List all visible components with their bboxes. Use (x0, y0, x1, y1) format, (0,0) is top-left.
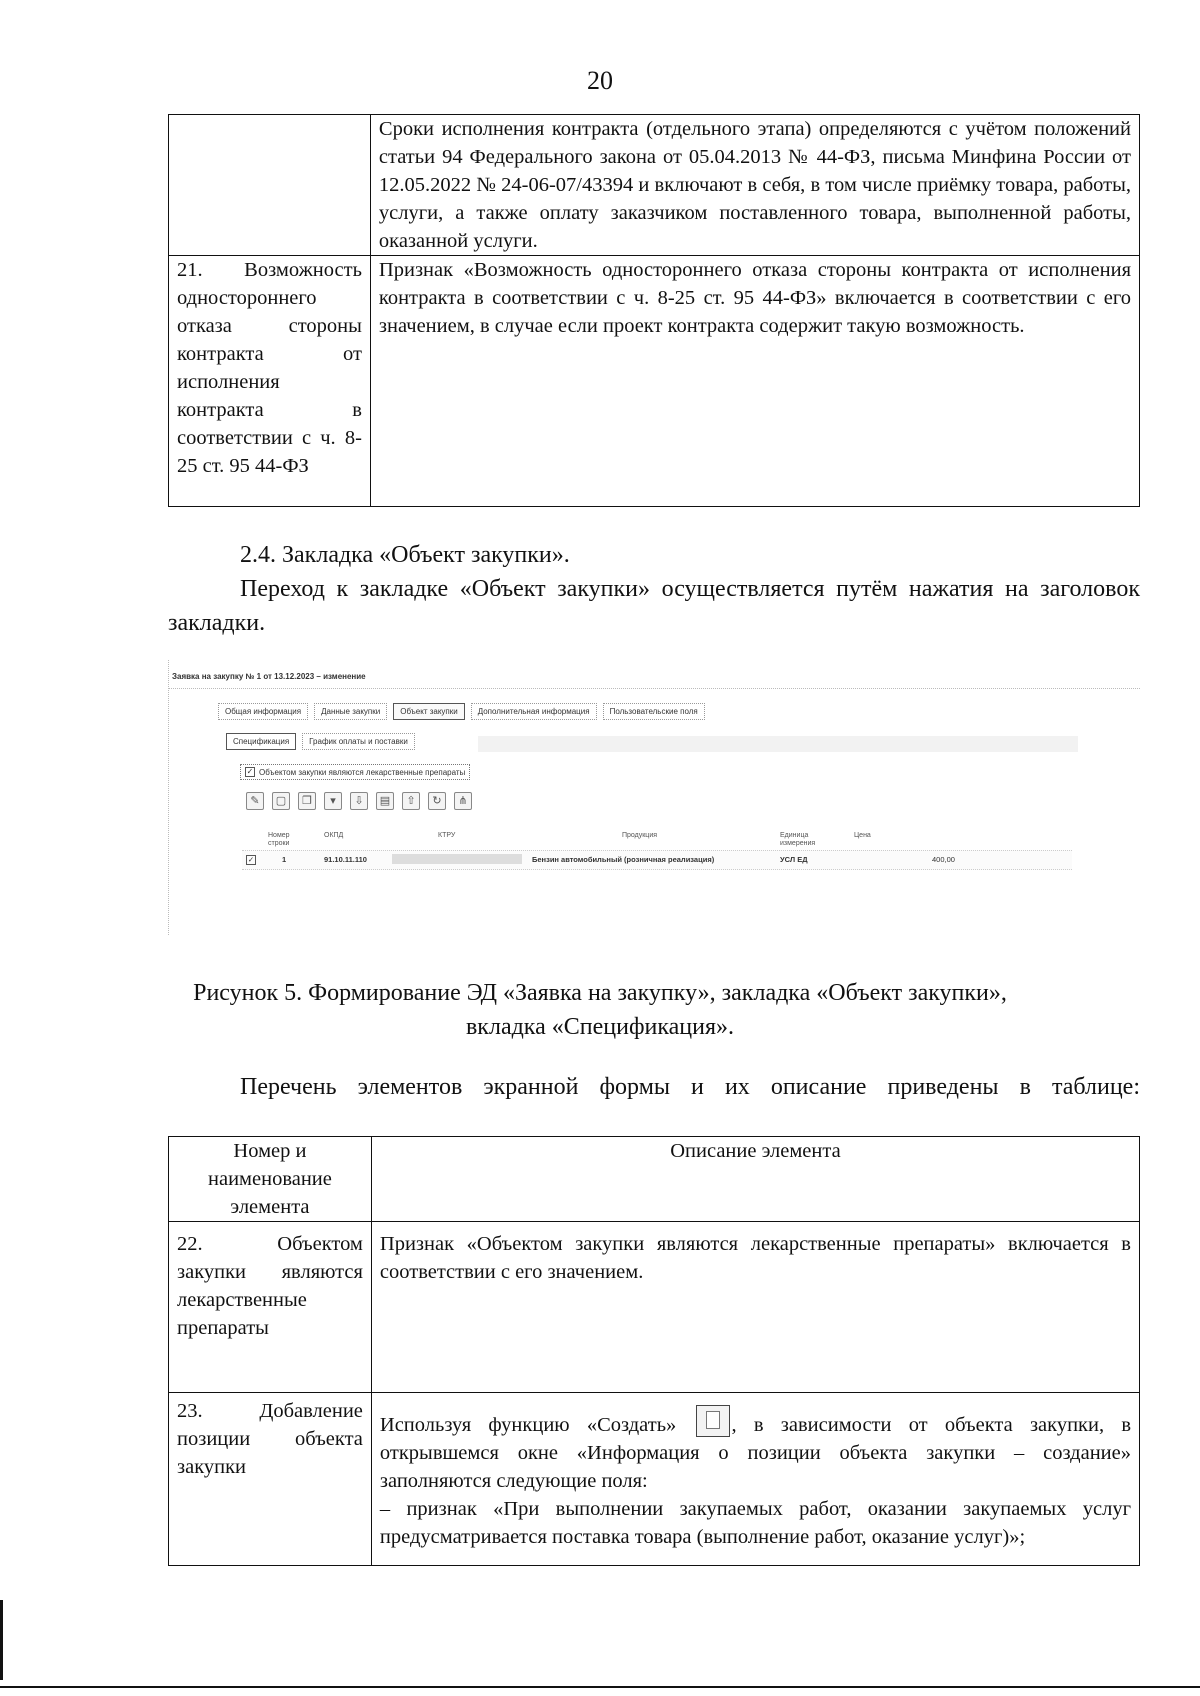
column-header-unit[interactable]: Единица измерения (780, 832, 816, 847)
checkbox-icon: ✓ (246, 767, 254, 776)
criteria-table-2 (168, 1136, 1140, 1566)
description-text: Используя функцию «Создать» (379, 1414, 677, 1436)
tab-general-info[interactable]: Общая информация (218, 703, 308, 720)
tab-purchase-object[interactable]: Объект закупки (393, 703, 464, 720)
hierarchy-icon[interactable]: ⋔ (454, 792, 472, 810)
divider (168, 688, 1140, 689)
scan-bottom-edge (0, 1686, 1200, 1688)
table-cell-name (169, 115, 371, 256)
export-icon[interactable]: ⇧ (402, 792, 420, 810)
row-price: 400,00 (932, 855, 955, 864)
specification-grid (242, 828, 1072, 870)
element-name-23: 23. Добавление позиции объекта закупки (169, 1393, 372, 1566)
row-unit: УСЛ ЕД (780, 855, 808, 864)
element-description-22: Признак «Объектом закупки являются лекарственные препараты» включается в соответствии с его значением. (371, 1222, 1139, 1393)
element-description-23 (371, 1393, 1139, 1566)
document-icon[interactable]: ▤ (376, 792, 394, 810)
window-title: Заявка на закупку № 1 от 13.12.2023 – изменение (172, 672, 366, 681)
row-okpd: 91.10.11.110 (324, 855, 367, 864)
column-header-number[interactable]: Номер строки (268, 832, 290, 847)
table-row (169, 256, 1140, 507)
blurred-area (392, 854, 522, 864)
scan-edge-mark (0, 1600, 3, 1680)
list-paragraph-text: Перечень элементов экранной формы и их описание приведены в таблице: (240, 1074, 1140, 1100)
row-checkbox[interactable]: ✓ (247, 855, 255, 864)
subtab-payment-schedule[interactable]: График оплаты и поставки (302, 733, 415, 750)
figure-screenshot (168, 660, 1140, 935)
section-paragraph-text: Переход к закладке «Объект закупки» осуществляется путём нажатия на заголовок закладки. (168, 576, 1140, 636)
table-row (169, 1393, 1140, 1566)
refresh-icon[interactable]: ↻ (428, 792, 446, 810)
chevron-down-icon[interactable]: ▾ (324, 792, 342, 810)
figure-caption-line2: вкладка «Спецификация». (465, 1014, 735, 1040)
blurred-area (478, 736, 1078, 752)
criteria-table-1 (168, 114, 1140, 507)
figure-caption-line1: Рисунок 5. Формирование ЭД «Заявка на закупку», закладка «Объект закупки», (193, 980, 1007, 1006)
column-header-price[interactable]: Цена (854, 832, 871, 839)
divider (168, 660, 169, 935)
section-heading: 2.4. Закладка «Объект закупки». (240, 542, 570, 568)
medicines-checkbox[interactable] (240, 764, 470, 780)
list-paragraph-line1 (168, 1070, 1140, 1104)
description-text: , в зависимости от объекта закупки, в открывшемся окне «Информация о позиции объекта закупки – создание» заполняются следующие поля: (379, 1414, 1132, 1492)
create-icon[interactable]: ▢ (272, 792, 290, 810)
row-product: Бензин автомобильный (розничная реализация) (532, 855, 715, 864)
column-header-product[interactable]: Продукция (622, 832, 658, 839)
copy-icon[interactable]: ❐ (298, 792, 316, 810)
subtab-specification[interactable]: Спецификация (226, 733, 296, 750)
tab-bar (218, 703, 705, 720)
section-paragraph (168, 572, 1140, 640)
bullet-item: – признак «При выполнении закупаемых работ, оказании закупаемых услуг предусматривается поставка товара (выполнение работ, оказание услуг)»; (379, 1498, 1131, 1548)
column-header-name: Номер и наименование элемента (169, 1137, 372, 1222)
element-description-21: Признак «Возможность одностороннего отказа стороны контракта от исполнения контракта в соответствии с ч. 8-25 ст. 95 44-ФЗ» включается в соответствии с его значением, в случае если проект контракта содержит такую возможность. (370, 256, 1139, 507)
tab-custom-fields[interactable]: Пользовательские поля (603, 703, 705, 720)
table-cell-description: Сроки исполнения контракта (отдельного этапа) определяются с учётом положений статьи 94 Федерального закона от 05.04.2013 № 44-ФЗ, письма Минфина России от 12.05.2022 № 24-06-07/43394 и включают в себя, в том числе приёмку товара, работы, услуги, а также оплату заказчиком поставленного товара, выполненной работы, оказанной услуги. (370, 115, 1139, 256)
tab-additional-info[interactable]: Дополнительная информация (471, 703, 597, 720)
checkbox-label: Объектом закупки являются лекарственные препараты (259, 767, 466, 777)
page-number: 20 (587, 66, 613, 95)
column-header-ktru[interactable]: КТРУ (438, 832, 456, 839)
toolbar (246, 792, 472, 810)
element-name-21: 21. Возможность одностороннего отказа стороны контракта от исполнения контракта в соответствии с ч. 8-25 ст. 95 44-ФЗ (169, 256, 371, 507)
import-icon[interactable]: ⇩ (350, 792, 368, 810)
grid-header (242, 828, 1072, 850)
column-header-description: Описание элемента (371, 1137, 1139, 1222)
table-row[interactable] (242, 850, 1072, 870)
create-icon (696, 1405, 730, 1437)
subtab-bar (226, 733, 415, 750)
row-number: 1 (282, 855, 287, 864)
table-row (169, 115, 1140, 256)
edit-icon[interactable]: ✎ (246, 792, 264, 810)
table-header-row (169, 1137, 1140, 1222)
table-row (169, 1222, 1140, 1393)
column-header-okpd[interactable]: ОКПД (324, 832, 344, 839)
element-name-22: 22. Объектом закупки являются лекарственные препараты (169, 1222, 372, 1393)
tab-purchase-data[interactable]: Данные закупки (314, 703, 387, 720)
